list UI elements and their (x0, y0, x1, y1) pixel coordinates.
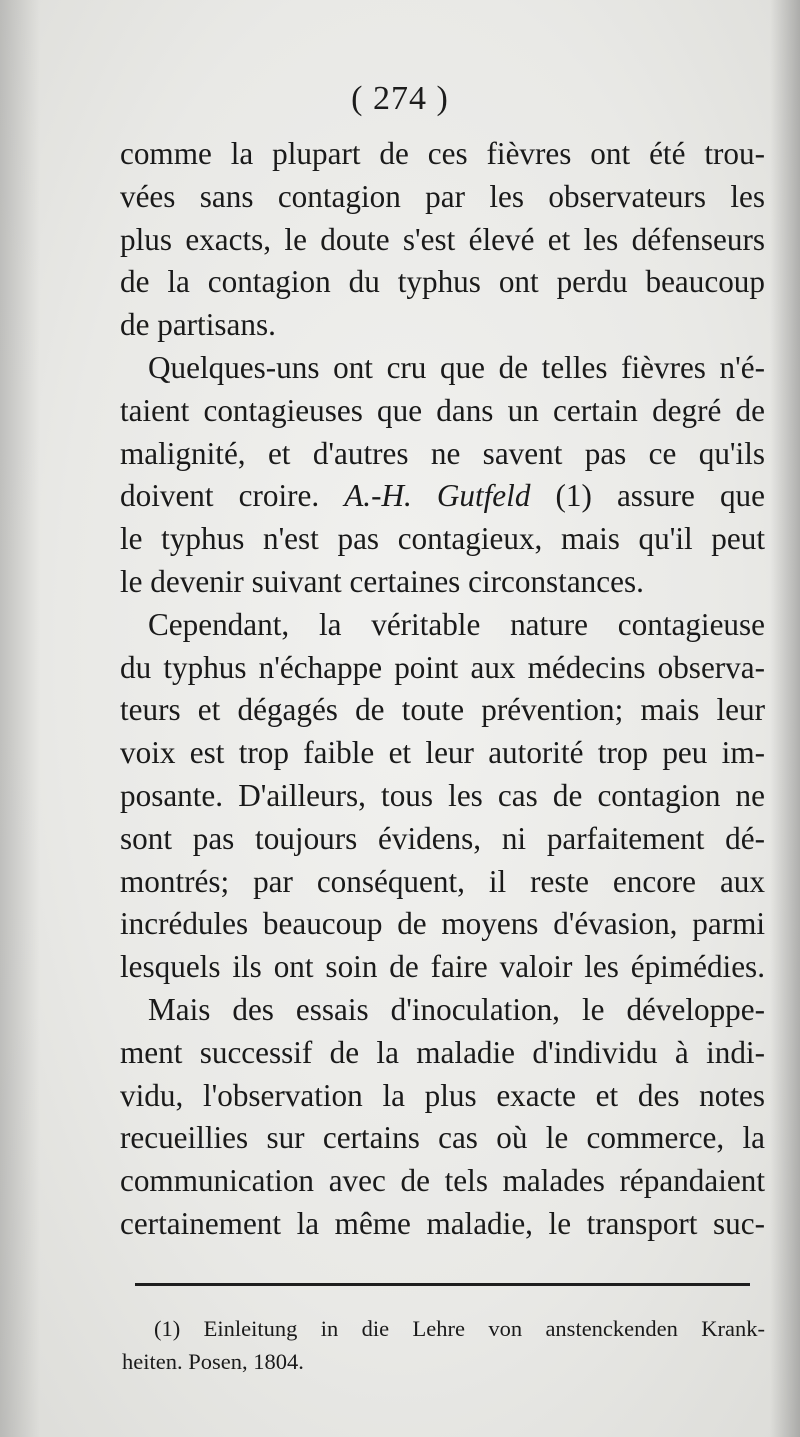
text-line: Cependant, la véritable nature contagieuse (148, 606, 765, 642)
text-line: ment successif de la maladie d'individu à indi- (120, 1034, 765, 1070)
author-name: Gutfeld (436, 478, 531, 514)
page-number: ( 274 ) (351, 80, 449, 117)
text-line: lesquels ils ont soin de faire valoir les épimédies. (120, 949, 765, 985)
body-text (120, 133, 765, 1246)
text-line-with-citation (120, 475, 765, 518)
text-fragment: doivent croire. (120, 478, 345, 514)
text-line: le typhus n'est pas contagieux, mais qu'il peut (120, 521, 765, 557)
text-line: vidu, l'observation la plus exacte et des notes (120, 1077, 765, 1113)
text-line: de la contagion du typhus ont perdu beaucoup (120, 264, 765, 300)
footnote-line: (1) Einleitung in die Lehre von anstenckenden Krank- (154, 1316, 765, 1341)
text-line: Quelques-uns ont cru que de telles fièvres n'é- (148, 349, 765, 385)
text-line: sont pas toujours évidens, ni parfaitement dé- (120, 820, 765, 856)
text-line: plus exacts, le doute s'est élevé et les défenseurs (120, 221, 765, 257)
text-line: montrés; par conséquent, il reste encore aux (120, 863, 765, 899)
text-line: malignité, et d'autres ne savent pas ce qu'ils (120, 435, 765, 471)
text-line: Mais des essais d'inoculation, le développe- (148, 991, 765, 1027)
text-line: certainement la même maladie, le transport suc- (120, 1205, 765, 1241)
text-line: teurs et dégagés de toute prévention; mais leur (120, 692, 765, 728)
text-line: voix est trop faible et leur autorité trop peu im- (120, 735, 765, 771)
text-line: incrédules beaucoup de moyens d'évasion, parmi (120, 906, 765, 942)
text-line: de partisans. (120, 307, 276, 343)
text-line: vées sans contagion par les observateurs les (120, 178, 765, 214)
text-line: du typhus n'échappe point aux médecins observa- (120, 649, 765, 685)
text-line: taient contagieuses que dans un certain degré de (120, 392, 765, 428)
text-line: communication avec de tels malades répandaient (120, 1163, 765, 1199)
text-line: le devenir suivant certaines circonstances. (120, 563, 644, 599)
author-initials: A.-H. (344, 478, 412, 514)
footnote-line: heiten. Posen, 1804. (122, 1349, 304, 1374)
footnote-divider (135, 1283, 750, 1286)
text-fragment: (1) assure que (530, 478, 765, 514)
text-line: recueillies sur certains cas où le commerce, la (120, 1120, 765, 1156)
footnote (122, 1312, 765, 1378)
text-line: posante. D'ailleurs, tous les cas de contagion ne (120, 777, 765, 813)
text-line: comme la plupart de ces fièvres ont été trou- (120, 136, 765, 171)
